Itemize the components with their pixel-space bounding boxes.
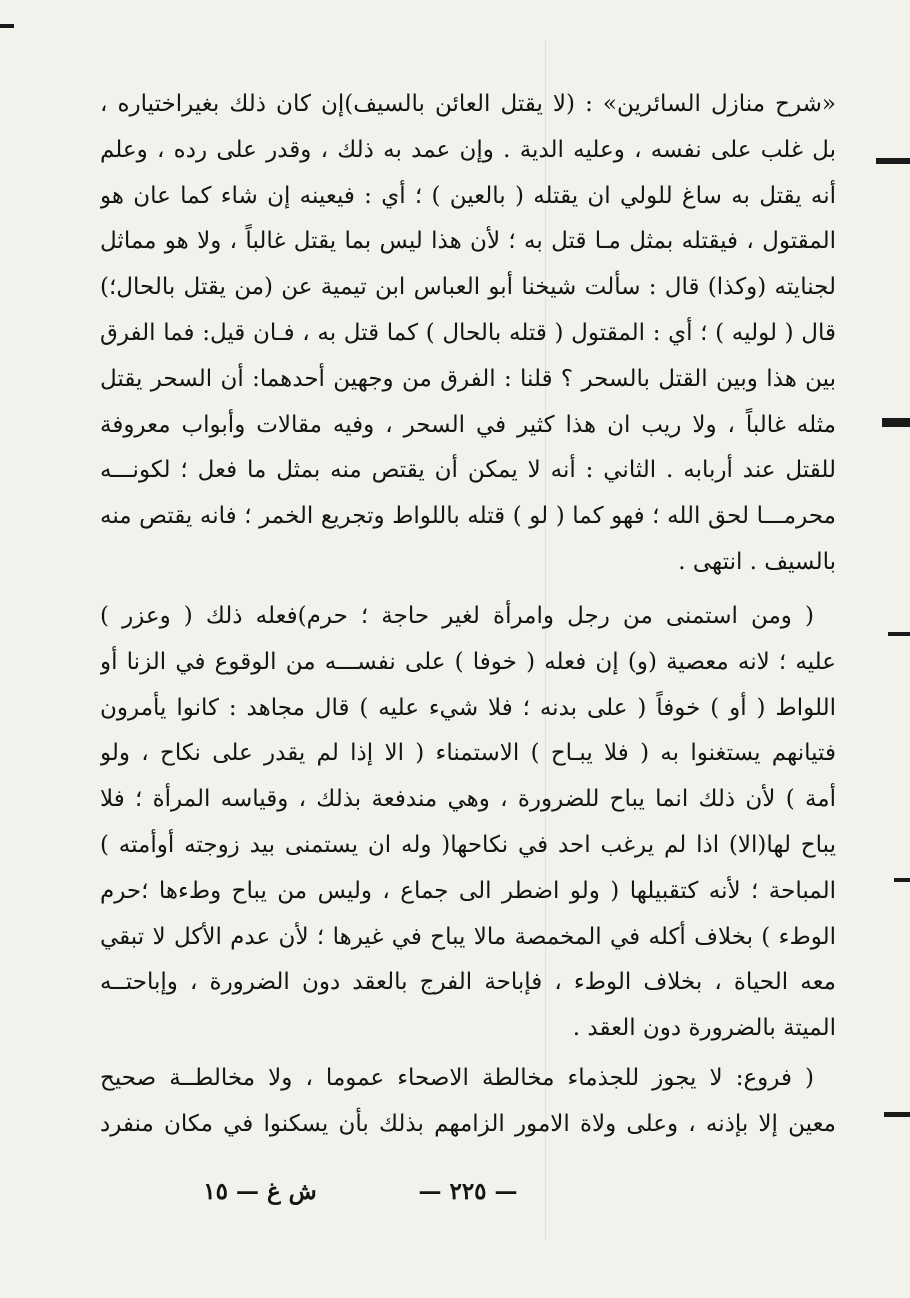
text-line: قال ( لوليه ) ؛ أي : المقتول ( قتله بالحال ) كما قتل به ، فـان قيل: فما الفرق — [100, 319, 836, 346]
text-line: للقتل عند أربابه . الثاني : أنه لا يمكن أن يقتص منه بمثل ما فعل ؛ لكونـــه — [100, 457, 836, 484]
text-line: بين هذا وبين القتل بالسحر ؟ قلنا : الفرق من وجهين أحدهما: أن السحر يقتل — [100, 365, 836, 392]
page-footer — [100, 1172, 836, 1212]
text-line: اللواط ( أو ) خوفاً ( على بدنه ؛ فلا شيء عليه ) قال مجاهد : كانوا يأمرون — [100, 694, 836, 721]
text-line: المقتول ، فيقتله بمثل مـا قتل به ؛ لأن هذا ليس بما يقتل غالباً ، ولا هو مماثل — [100, 228, 836, 255]
text-line: بل غلب على نفسه ، وعليه الدية . وإن عمد به ذلك ، وقدر على رده ، وعلم — [100, 136, 836, 163]
text-line: الميتة بالضرورة دون العقد . — [572, 1015, 836, 1042]
paragraph-furu — [100, 1056, 836, 1148]
text-line: المباحة ؛ لأنه كتقبيلها ( ولو اضطر الى جماع ، وليس من يباح وطءها ؛حرم — [100, 877, 836, 904]
text-line: عليه ؛ لانه معصية (و) إن فعله ( خوفا ) على نفســـه من الوقوع في الزنا أو — [100, 648, 836, 675]
text-line: مثله غالباً ، ولا ريب ان هذا كثير في السحر ، وفيه مقالات وأبواب معروفة — [100, 411, 836, 438]
printer-signature: ش غ — ١٥ — [203, 1178, 317, 1205]
margin-mark — [0, 24, 14, 28]
paragraph-evil-eye — [100, 82, 836, 586]
text-line: الوطء ) بخلاف أكله في المخمصة مالا يباح في غيرها ؛ لأن عدم الأكل لا تبقي — [100, 923, 836, 950]
margin-mark — [884, 1112, 910, 1117]
text-line: أنه يقتل به ساغ للولي ان يقتله ( بالعين ) ؛ أي : فيعينه إن شاء كما عان هو — [100, 182, 836, 209]
text-line: ( فروع: لا يجوز للجذماء مخالطة الاصحاء عموما ، ولا مخالطــة صحيح — [100, 1065, 814, 1091]
text-line: يباح لها(الا) اذا لم يرغب احد في نكاحها( وله ان يستمنى بيد زوجته أوأمته ) — [100, 831, 836, 858]
margin-mark — [888, 632, 910, 636]
text-line: فتيانهم يستغنوا به ( فلا يبـاح ) الاستمناء ( الا إذا لم يقدر على نكاح ، ولو — [100, 740, 836, 767]
text-line: ( ومن استمنى من رجل وامرأة لغير حاجة ؛ حرم)فعله ذلك ( وعزر ) — [100, 603, 814, 629]
margin-mark — [894, 878, 910, 882]
text-line: معين إلا بإذنه ، وعلى ولاة الامور الزامهم بذلك بأن يسكنوا في مكان منفرد — [100, 1110, 836, 1137]
text-line: أمة ) لأن ذلك انما يباح للضرورة ، وهي مندفعة بذلك ، وقياسه المرأة ؛ فلا — [100, 786, 836, 813]
text-line: «شرح منازل السائرين» : (لا يقتل العائن بالسيف)إن كان ذلك بغيراختياره ، — [100, 91, 836, 117]
text-line: معه الحياة ، بخلاف الوطء ، فإباحة الفرج بالعقد دون الضرورة ، وإباحتــه — [100, 969, 836, 996]
paragraph-istimna — [100, 594, 836, 1052]
page-number: — ٢٢٥ — — [418, 1178, 518, 1205]
text-line: لجنايته (وكذا) قال : سألت شيخنا أبو العباس ابن تيمية عن (من يقتل بالحال؛) — [100, 274, 836, 301]
text-line: بالسيف . انتهى . — [678, 548, 836, 575]
margin-mark — [882, 418, 910, 427]
text-line: محرمـــا لحق الله ؛ فهو كما ( لو ) قتله باللواط وتجريع الخمر ؛ فانه يقتص منه — [100, 503, 836, 530]
margin-mark — [876, 158, 910, 164]
